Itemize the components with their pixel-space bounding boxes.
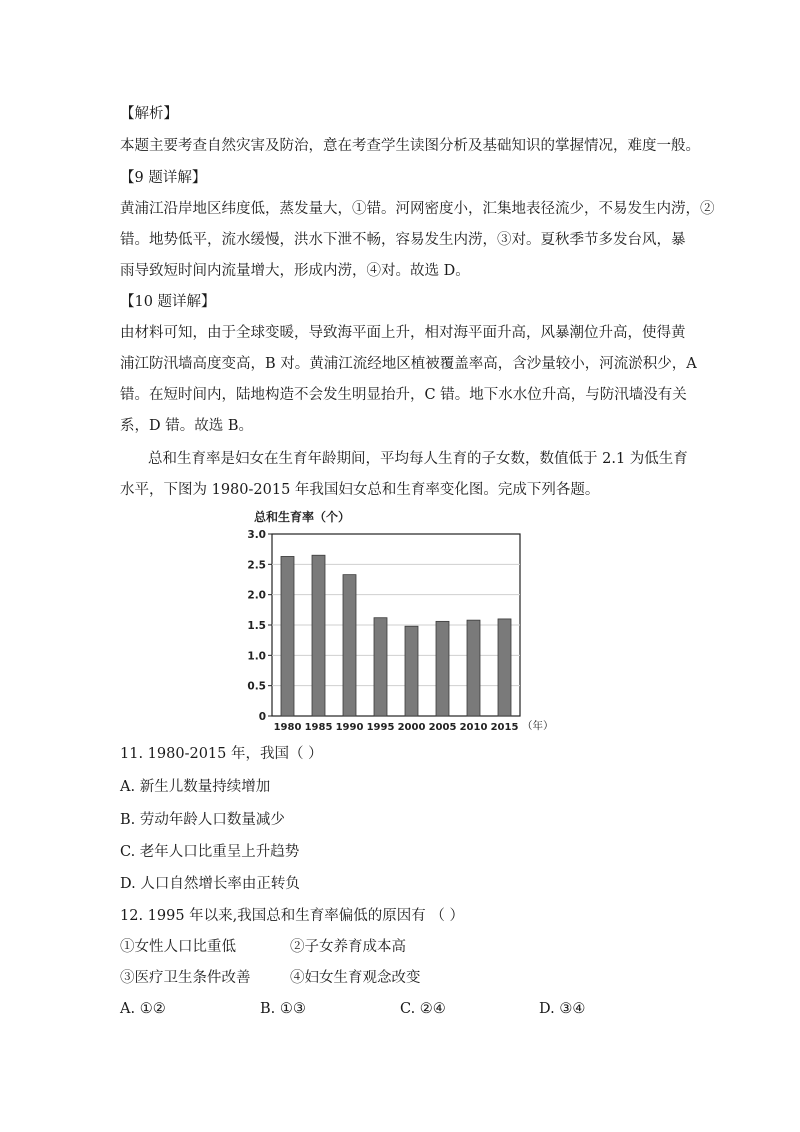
q12-item-3: ③医疗卫生条件改善 [120,970,251,986]
analysis-header: 【解析】 [120,106,178,122]
q11-option-d: D. 人口自然增长率由正转负 [120,876,300,892]
q9-line: 雨导致短时间内流量增大，形成内涝，④对。故选 D。 [120,263,470,279]
y-tick-label: 0.5 [247,680,266,693]
q9-line: 错。地势低平，流水缓慢，洪水下泄不畅，容易发生内涝，③对。夏秋季节多发台风，暴 [120,232,686,248]
bar-1980 [281,556,294,716]
q11-option-a: A. 新生儿数量持续增加 [120,779,271,795]
y-tick-label: 2.5 [247,559,266,572]
y-tick-label: 1.5 [247,620,266,632]
x-tick-label: 1995 [366,722,395,733]
y-tick-label: 3.0 [247,529,266,541]
q12-item-4: ④妇女生育观念改变 [290,970,421,986]
bar-1995 [374,618,387,716]
gridlines [268,534,520,716]
bar-2005 [436,621,449,716]
bar-2015 [498,619,511,716]
q12-item-1: ①女性人口比重低 [120,939,236,955]
x-tick-label: 2000 [397,722,426,733]
x-tick-label: 2010 [459,722,488,733]
bars [281,555,511,716]
q11-option-c: C. 老年人口比重呈上升趋势 [120,844,300,860]
q11-option-b: B. 劳动年龄人口数量减少 [120,812,285,828]
q12-stem: 12. 1995 年以来,我国总和生育率偏低的原因有 （ ） [120,908,465,924]
fertility-rate-chart [247,508,554,736]
fertility-rate-chart-svg [247,508,554,736]
q12-choice-c: C. ②④ [400,1001,446,1017]
x-axis-unit: （年） [522,720,554,732]
y-tick-label: 2.0 [247,589,266,602]
q10-header: 【10 题详解】 [120,294,216,310]
q11-stem: 11. 1980-2015 年，我国（ ） [120,746,323,762]
q10-line: 由材料可知，由于全球变暖，导致海平面上升，相对海平面升高，风暴潮位升高，使得黄 [120,325,686,341]
analysis-text: 本题主要考查自然灾害及防治，意在考查学生读图分析及基础知识的掌握情况，难度一般。 [120,138,700,154]
y-tick-label: 1.0 [247,650,266,663]
x-tick-label: 1985 [304,722,333,733]
y-tick-label: 0 [258,711,266,723]
y-tick-labels [247,529,266,723]
q12-choice-d: D. ③④ [539,1001,586,1017]
intro-line: 总和生育率是妇女在生育年龄期间，平均每人生育的子女数，数值低于 2.1 为低生育 [148,451,688,467]
q12-choice-b: B. ①③ [260,1001,306,1017]
q12-item-2: ②子女养育成本高 [290,939,406,955]
chart-title: 总和生育率（个） [254,510,351,524]
x-tick-label: 1980 [273,722,302,733]
x-tick-labels [274,722,519,733]
bar-2010 [467,620,480,716]
bar-2000 [405,626,418,716]
bar-1990 [343,575,356,716]
q10-line: 浦江防汛墙高度变高，B 对。黄浦江流经地区植被覆盖率高，含沙量较小，河流淤积少，A [120,356,697,372]
q9-header: 【9 题详解】 [120,170,207,186]
intro-line: 水平，下图为 1980-2015 年我国妇女总和生育率变化图。完成下列各题。 [120,482,600,498]
q12-choice-a: A. ①② [120,1001,166,1017]
q10-line: 系，D 错。故选 B。 [120,418,253,434]
q9-line: 黄浦江沿岸地区纬度低，蒸发量大，①错。河网密度小，汇集地表径流少，不易发生内涝，② [120,201,715,217]
x-tick-label: 1990 [335,722,364,733]
x-tick-label: 2015 [490,722,519,733]
x-tick-label: 2005 [428,722,457,733]
bar-1985 [312,555,325,716]
q10-line: 错。在短时间内，陆地构造不会发生明显抬升，C 错。地下水水位升高，与防汛墙没有关 [120,387,687,403]
